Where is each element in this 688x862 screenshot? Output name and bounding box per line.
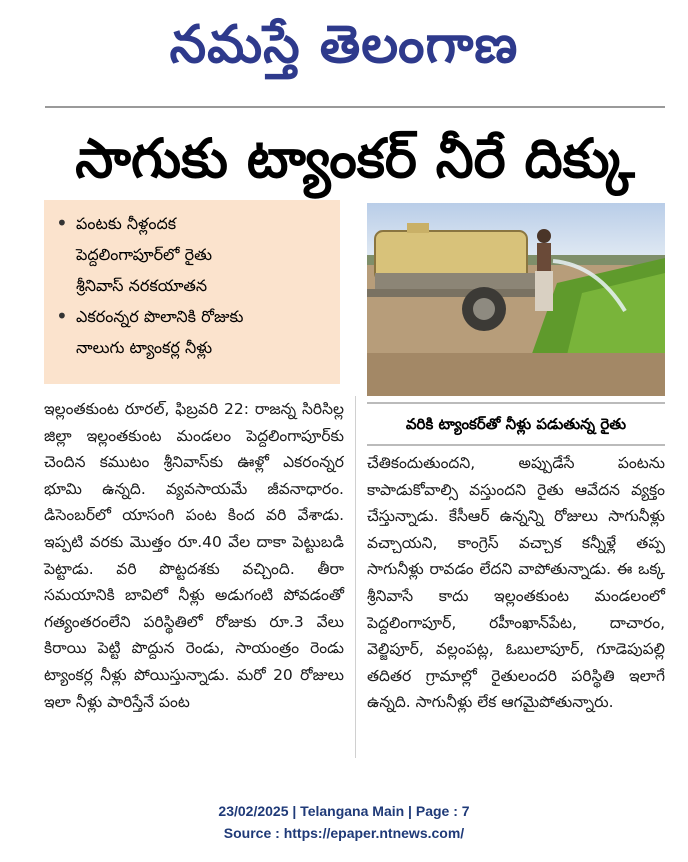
masthead — [0, 0, 688, 92]
highlight-line: ఎకరంన్నర పొలానికి రోజుకు — [76, 307, 244, 326]
farmer-tanker-illustration — [367, 203, 665, 396]
masthead-divider — [45, 106, 665, 108]
article-column-right — [367, 450, 665, 760]
highlight-line: పంటకు నీళ్లందక — [76, 214, 177, 233]
highlight-item — [54, 208, 330, 301]
source-link[interactable]: Source : https://epaper.ntnews.com/ — [223, 825, 465, 841]
source-footer — [0, 800, 688, 844]
article-text: ఇల్లంతకుంట రూరల్, ఫిబ్రవరి 22: రాజన్న సిరిసిల్ల జిల్లా ఇల్లంతకుంట మండలం పెద్దలింగాపూర్‌కు చెందిన కముటం శ్రీనివాస్‌కు ఊళ్లో ఎకరంన్నర భూమి ఉన్నది. వ్యవసాయమే జీవనాధారం. డిసెంబర్‌లో యాసంగి పంట కింద వరి వేశాడు. ఇప్పటి వరకు మొత్తం రూ.40 వేల దాకా పెట్టుబడి పెట్టాడు. వరి పొట్టదశకు వచ్చింది. తీరా సమయానికి బావిలో నీళ్లు అడుగంటి పోవడంతో గత్యంతరంలేని పరిస్థితిలో రోజుకు రూ.3 వేలు కిరాయి పెట్టి పొద్దున రెండు, సాయంత్రం రెండు ట్యాంకర్ల నీళ్లు పోయిస్తున్నాడు. మరో 20 రోజులు ఇలా నీళ్లు పారిస్తేనే పంట — [44, 400, 344, 711]
highlights-box — [44, 200, 340, 384]
bullet-icon: • — [56, 304, 68, 328]
article-column-left — [44, 396, 344, 756]
bullet-icon: • — [56, 211, 68, 235]
photo-caption: వరికి ట్యాంకర్‌తో నీళ్లు పడుతున్న రైతు — [367, 402, 665, 446]
highlight-line: శ్రీనివాస్ నరకయాతన — [76, 276, 208, 295]
newspaper-title: నమస్తే తెలంగాణ — [169, 14, 519, 75]
article-headline: సాగుకు ట్యాంకర్ నీరే దిక్కు — [75, 127, 635, 190]
highlight-item — [54, 301, 330, 363]
edition-info: 23/02/2025 | Telangana Main | Page : 7 — [218, 803, 470, 819]
column-divider — [355, 396, 356, 758]
article-text: చేతికందుతుందని, అప్పుడేసే పంటను కాపాడుకోవాల్సి వస్తుందని రైతు ఆవేదన వ్యక్తం చేస్తున్నాడు. కేసీఆర్ ఉన్నన్ని రోజులు సాగునీళ్లు వచ్చాయని, కాంగ్రెస్ వచ్చాక కన్నీళ్లే తప్ప సాగునీళ్లు రావడం లేదని వాపోతున్నాడు. ఈ ఒక్క శ్రీనివాసే కాదు ఇల్లంతకుంట మండలంలో పెద్దలింగాపూర్, రహీంఖాన్‌పేట, దాచారం, వెల్జిపూర్, వల్లంపట్ల, ఓబులాపూర్, గూడెపుపల్లి తదితర గ్రామాల్లో రైతులందరి పరిస్థితి ఇలాగే ఉన్నది. సాగునీళ్లు లేక ఆగమైపోతున్నారు. — [367, 454, 665, 712]
highlight-line: పెద్దలింగాపూర్‌లో రైతు — [76, 245, 213, 264]
article-photo — [367, 203, 665, 396]
highlight-line: నాలుగు ట్యాంకర్ల నీళ్లు — [76, 338, 213, 357]
